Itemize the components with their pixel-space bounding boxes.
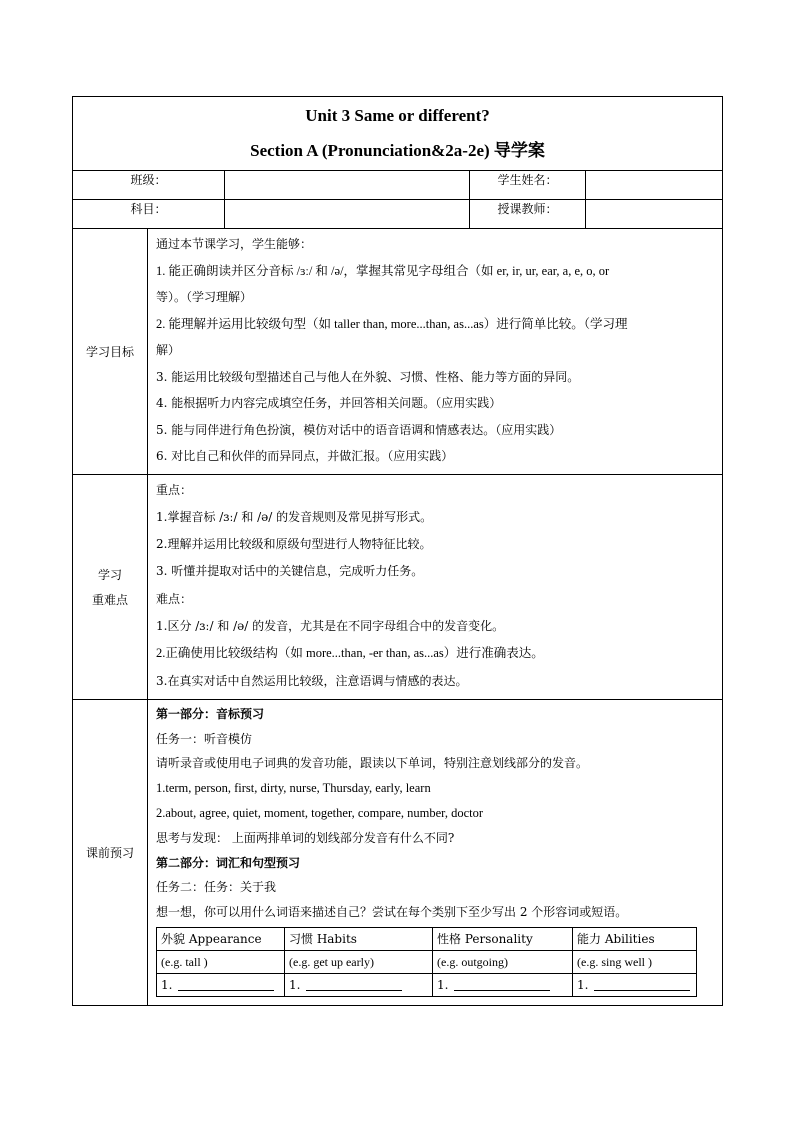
blank-line[interactable] [594, 976, 690, 991]
blank-line[interactable] [178, 976, 274, 991]
subject-label: 科目： [73, 200, 225, 229]
key-points-line: 重点： [156, 482, 193, 497]
key-points-label-line-1: 学习 [97, 567, 122, 582]
example-appearance: (e.g. tall ) [157, 951, 285, 974]
task2-title: 任务二：任务：关于我 [156, 880, 277, 895]
task2-instruction: 想一想，你可以用什么词语来描述自己？尝试在每个类别下至少写出 2 个形容词或短语。 [156, 905, 628, 920]
example-abilities: (e.g. sing well ) [573, 951, 697, 974]
blank-abilities[interactable] [573, 974, 697, 997]
key-points-content [148, 474, 723, 699]
student-name-label: 学生姓名： [470, 171, 586, 200]
objectives-label: 学习目标 [73, 229, 148, 475]
part1-title: 第一部分：音标预习 [156, 706, 265, 721]
blank-line[interactable] [454, 976, 550, 991]
blank-appearance[interactable] [157, 974, 285, 997]
title-block [73, 97, 723, 171]
objectives-content [148, 229, 723, 475]
key-points-line: 2.理解并运用比较级和原级句型进行人物特征比较。 [156, 537, 432, 552]
key-points-line: 2.正确使用比较级结构（如 more...than, -er than, as...as）进行准确表达。 [156, 646, 544, 661]
teacher-label: 授课教师： [470, 200, 586, 229]
task1-title: 任务一：听音模仿 [156, 731, 253, 746]
header-abilities: 能力 Abilities [573, 928, 697, 951]
objectives-line: 解） [156, 343, 181, 357]
key-points-label [73, 474, 148, 699]
objectives-line: 3. 能运用比较级句型描述自己与他人在外貌、习惯、性格、能力等方面的异同。 [156, 369, 580, 384]
blank-personality[interactable] [433, 974, 573, 997]
title-line-2: Section A (Pronunciation&2a-2e) 导学案 [250, 141, 545, 160]
about-me-table [156, 927, 697, 997]
class-field[interactable] [225, 171, 470, 200]
blank-habits[interactable] [285, 974, 433, 997]
part2-title: 第二部分：词汇和句型预习 [156, 855, 301, 870]
class-label: 班级： [73, 171, 225, 200]
objectives-line: 通过本节课学习，学生能够： [156, 237, 313, 251]
subject-field[interactable] [225, 200, 470, 229]
header-appearance: 外貌 Appearance [157, 928, 285, 951]
objectives-line: 2. 能理解并运用比较级句型（如 taller than, more...than, as...as）进行简单比较。（学习理 [156, 316, 628, 331]
blank-number: 1. [577, 978, 589, 993]
example-personality: (e.g. outgoing) [433, 951, 573, 974]
objectives-line: 1. 能正确朗读并区分音标 /ɜː/ 和 /ə/，掌握其常见字母组合（如 er, ir, ur, ear, a, e, o, or [156, 263, 610, 278]
words-line-2: 2.about, agree, quiet, moment, together, compare, number, doctor [156, 806, 484, 821]
key-points-line: 3.在真实对话中自然运用比较级，注意语调与情感的表达。 [156, 673, 468, 688]
key-points-label-line-2: 重难点 [91, 592, 128, 607]
key-points-line: 1.掌握音标 /ɜː/ 和 /ə/ 的发音规则及常见拼写形式。 [156, 509, 433, 524]
blank-number: 1. [437, 978, 449, 993]
worksheet-table [72, 96, 723, 1006]
task1-instruction: 请听录音或使用电子词典的发音功能，跟读以下单词，特别注意划线部分的发音。 [156, 756, 589, 771]
preview-content [148, 699, 723, 1005]
blank-line[interactable] [306, 976, 402, 991]
objectives-line: 4. 能根据听力内容完成填空任务，并回答相关问题。（应用实践） [156, 396, 502, 410]
key-points-line: 1.区分 /ɜː/ 和 /ə/ 的发音，尤其是在不同字母组合中的发音变化。 [156, 618, 505, 633]
student-name-field[interactable] [586, 171, 723, 200]
blank-number: 1. [161, 978, 173, 993]
teacher-field[interactable] [586, 200, 723, 229]
objectives-line: 等）。（学习理解） [156, 290, 253, 304]
title-line-1: Unit 3 Same or different? [305, 106, 490, 125]
words-line-1: 1.term, person, first, dirty, nurse, Thursday, early, learn [156, 781, 431, 796]
objectives-line: 5. 能与同伴进行角色扮演，模仿对话中的语音语调和情感表达。（应用实践） [156, 422, 562, 437]
header-habits: 习惯 Habits [285, 928, 433, 951]
think-question: 思考与发现： 上面两排单词的划线部分发音有什么不同? [156, 830, 455, 845]
key-points-line: 3. 听懂并提取对话中的关键信息，完成听力任务。 [156, 564, 424, 579]
header-personality: 性格 Personality [433, 928, 573, 951]
objectives-line: 6. 对比自己和伙伴的而异同点，并做汇报。（应用实践） [156, 449, 454, 463]
blank-number: 1. [289, 978, 301, 993]
preview-label: 课前预习 [73, 699, 148, 1005]
example-habits: (e.g. get up early) [285, 951, 433, 974]
key-points-line: 难点： [156, 591, 193, 606]
